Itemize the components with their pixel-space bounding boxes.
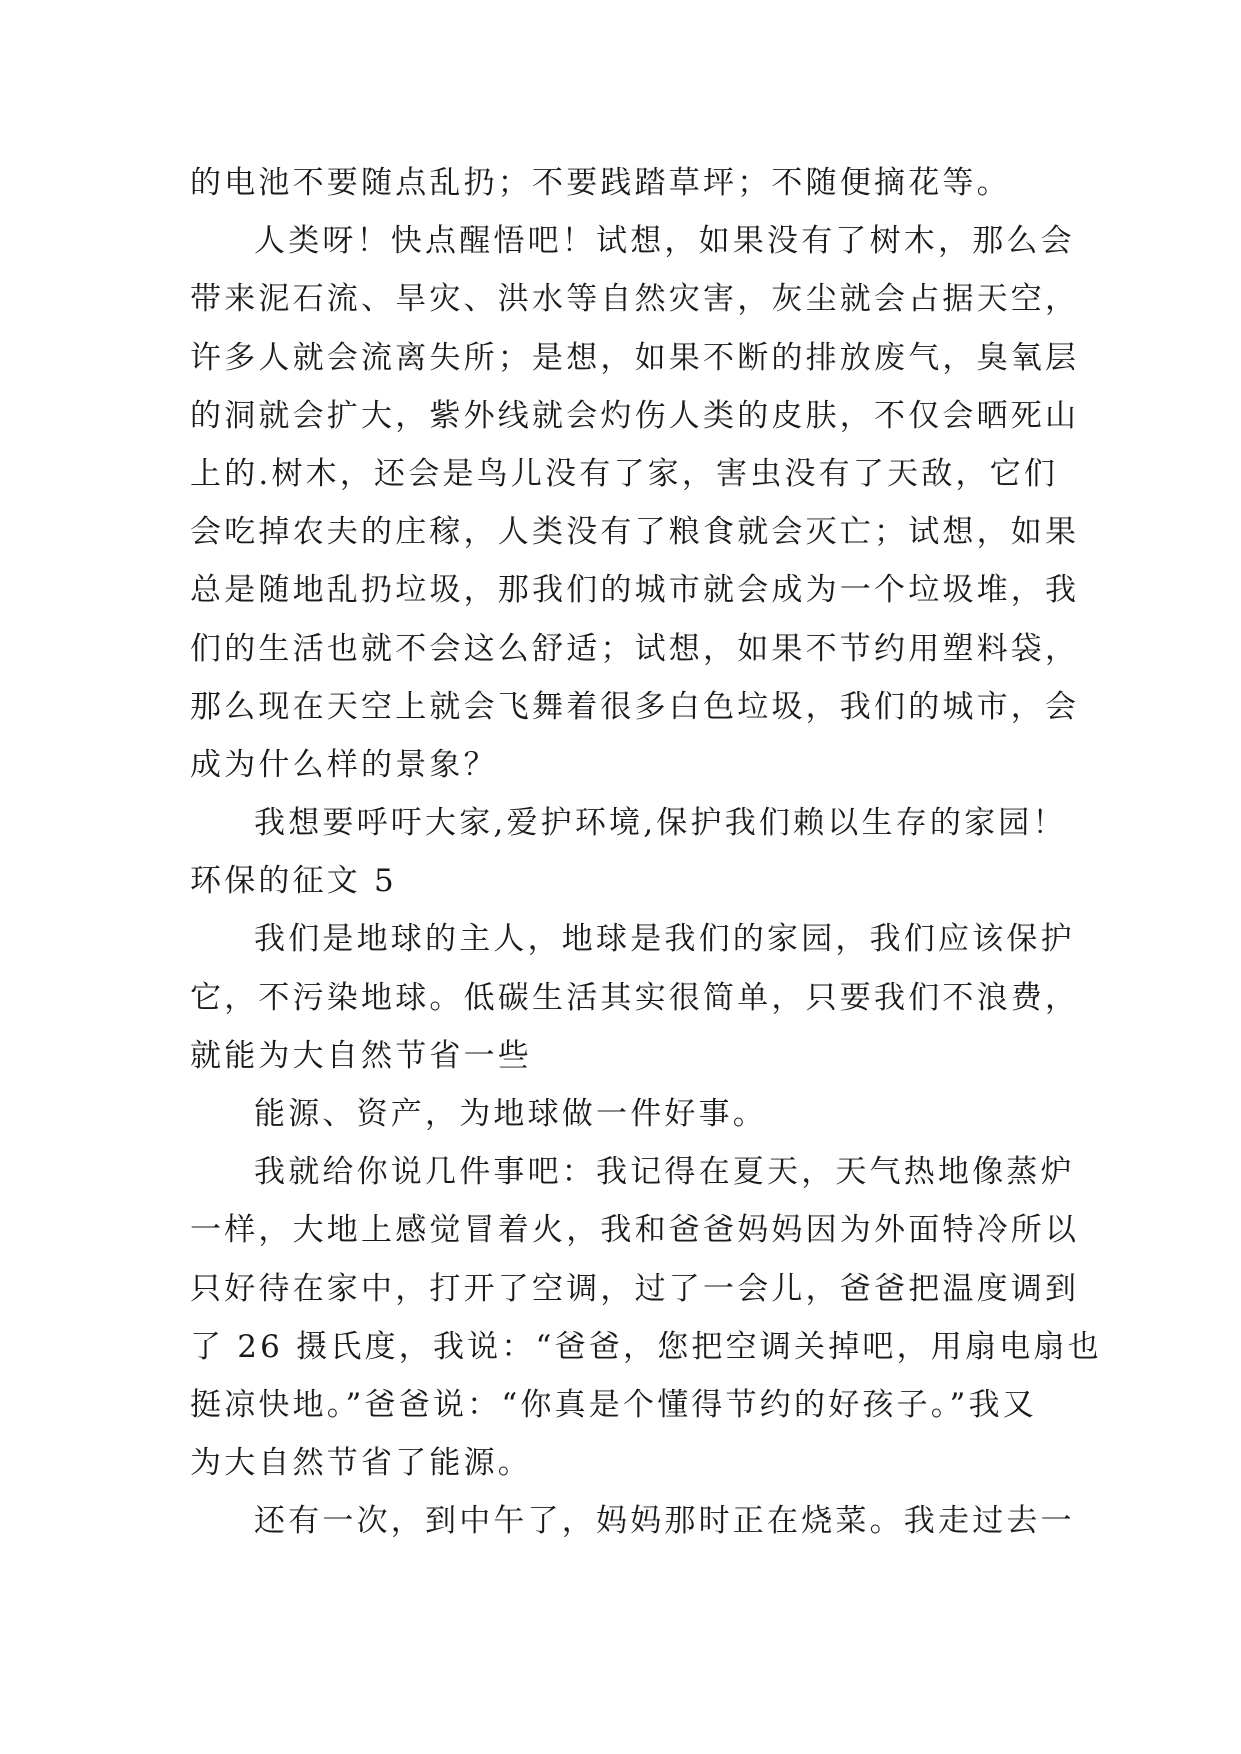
body-line: 那么现在天空上就会飞舞着很多白色垃圾，我们的城市，会	[190, 688, 1080, 725]
body-line: 了 26 摄氏度，我说：“爸爸，您把空调关掉吧，用扇电扇也	[190, 1328, 1102, 1365]
body-line: 们的生活也就不会这么舒适；试想，如果不节约用塑料袋，	[190, 630, 1080, 667]
body-line: 的电池不要随点乱扔；不要践踏草坪；不随便摘花等。	[190, 165, 1011, 201]
body-line: 挺凉快地。”爸爸说：“你真是个懂得节约的好孩子。”我又	[190, 1386, 1037, 1423]
body-line: 一样，大地上感觉冒着火，我和爸爸妈妈因为外面特冷所以	[190, 1212, 1080, 1249]
body-line: 只好待在家中，打开了空调，过了一会儿，爸爸把温度调到	[190, 1270, 1080, 1307]
document-body	[190, 154, 1102, 1551]
body-line: 许多人就会流离失所；是想，如果不断的排放废气，臭氧层	[190, 339, 1080, 376]
body-line: 为大自然节省了能源。	[190, 1445, 532, 1482]
paragraph-first-line: 人类呀！快点醒悟吧！试想，如果没有了树木，那么会	[254, 223, 1075, 260]
paragraph-first-line: 还有一次，到中午了，妈妈那时正在烧菜。我走过去一	[254, 1503, 1075, 1540]
paragraph-first-line: 我们是地球的主人，地球是我们的家园，我们应该保护	[254, 921, 1075, 958]
body-line: 总是随地乱扔垃圾，那我们的城市就会成为一个垃圾堆，我	[190, 572, 1080, 609]
body-line: 上的.树木，还会是鸟儿没有了家，害虫没有了天敌，它们	[190, 455, 1059, 492]
body-line: 会吃掉农夫的庄稼，人类没有了粮食就会灭亡；试想，如果	[190, 514, 1080, 551]
section-heading: 环保的征文 5	[190, 863, 397, 900]
paragraph-first-line: 能源、资产，为地球做一件好事。	[254, 1096, 767, 1132]
body-line: 带来泥石流、旱灾、洪水等自然灾害，灰尘就会占据天空，	[190, 281, 1080, 318]
body-line: 的洞就会扩大，紫外线就会灼伤人类的皮肤，不仅会晒死山	[190, 397, 1080, 434]
body-line: 它，不污染地球。低碳生活其实很简单，只要我们不浪费，	[190, 979, 1080, 1016]
body-line: 成为什么样的景象？	[190, 746, 498, 783]
paragraph-first-line: 我就给你说几件事吧：我记得在夏天，天气热地像蒸炉	[254, 1154, 1075, 1191]
paragraph-first-line: 我想要呼吁大家,爱护环境,保护我们赖以生存的家园！	[254, 805, 1067, 842]
body-line: 就能为大自然节省一些	[190, 1037, 532, 1074]
